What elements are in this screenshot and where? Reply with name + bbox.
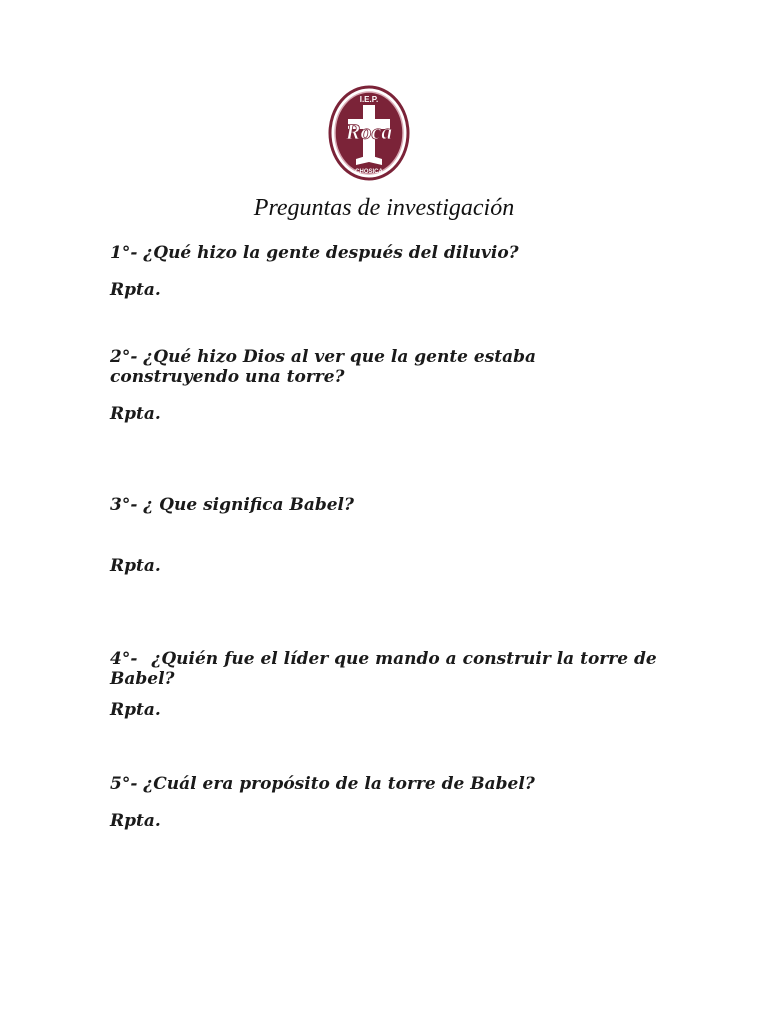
question-2 — [110, 347, 670, 387]
question-4-number: 4°- — [110, 649, 138, 669]
question-4 — [110, 649, 670, 689]
answer-1-label: Rpta. — [110, 280, 161, 300]
question-2-line-1: 2°- ¿Qué hizo Dios al ver que la gente estaba — [110, 347, 537, 367]
logo-main-text: Roca — [345, 119, 393, 144]
question-4-line-1: ¿Quién fue el líder que mando a construir la torre de — [151, 649, 657, 669]
question-2-line-2: construyendo una torre? — [110, 367, 345, 387]
school-logo — [328, 85, 410, 181]
question-5: 5°- ¿Cuál era propósito de la torre de Babel? — [110, 774, 535, 794]
logo-bottom-text: CHOSICA — [355, 169, 383, 175]
answer-2-label: Rpta. — [110, 404, 161, 424]
question-1: 1°- ¿Qué hizo la gente después del diluvio? — [110, 243, 519, 263]
question-4-line-2: Babel? — [110, 669, 175, 689]
answer-5-label: Rpta. — [110, 811, 161, 831]
page-title: Preguntas de investigación — [253, 195, 515, 221]
question-3: 3°- ¿ Que significa Babel? — [110, 495, 354, 515]
logo-top-text: I.E.P. — [359, 95, 379, 104]
answer-4-label: Rpta. — [110, 700, 161, 720]
answer-3-label: Rpta. — [110, 556, 161, 576]
